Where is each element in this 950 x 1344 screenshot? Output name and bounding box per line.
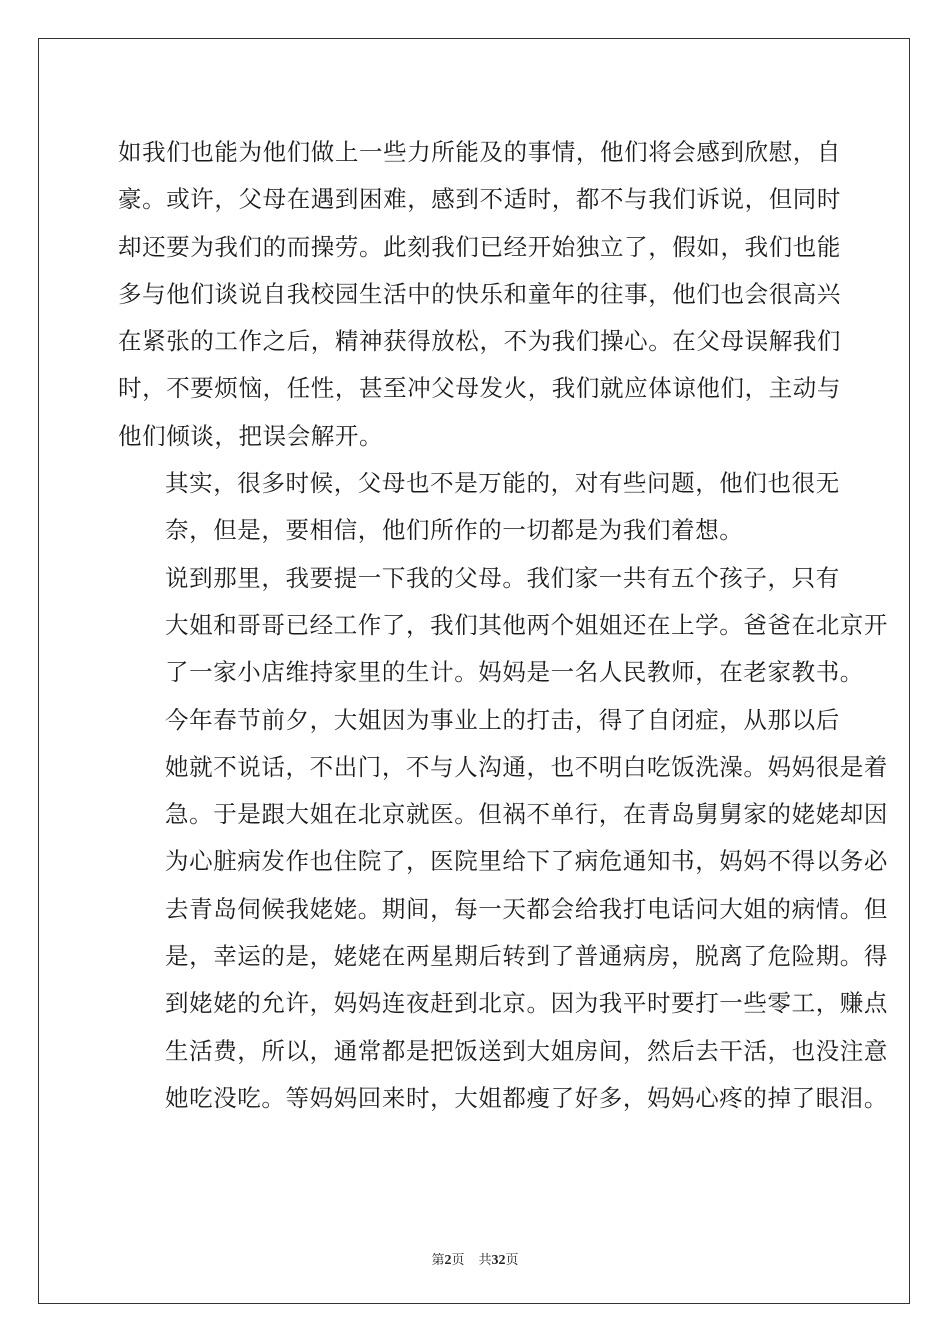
- text-line: 奈，但是，要相信，他们所作的一切都是为我们着想。: [165, 516, 744, 545]
- text-line: 到姥姥的允许，妈妈连夜赶到北京。因为我平时要打一些零工，赚点: [165, 989, 888, 1018]
- page-footer: [0, 1249, 950, 1269]
- text-line: 在紧张的工作之后，精神获得放松，不为我们操心。在父母误解我们: [118, 327, 841, 356]
- document-body: [118, 129, 888, 1122]
- text-line: 她吃没吃。等妈妈回来时，大姐都瘦了好多，妈妈心疼的掉了眼泪。: [165, 1083, 888, 1112]
- text-line: 为心脏病发作也住院了，医院里给下了病危通知书，妈妈不得以务必: [165, 847, 888, 876]
- paragraph: [118, 697, 888, 1123]
- text-line: 他们倾谈，把误会解开。: [118, 421, 384, 450]
- text-line: 豪。或许，父母在遇到困难，感到不适时，都不与我们诉说，但同时: [118, 185, 841, 214]
- text-line: 大姐和哥哥已经工作了，我们其他两个姐姐还在上学。爸爸在北京开: [165, 610, 888, 639]
- text-line: 说到那里，我要提一下我的父母。我们家一共有五个孩子，只有: [165, 563, 840, 592]
- text-line: 时，不要烦恼，任性，甚至冲父母发火，我们就应体谅他们，主动与: [118, 374, 841, 403]
- text-line: 今年春节前夕，大姐因为事业上的打击，得了自闭症，从那以后: [165, 705, 840, 734]
- paragraph: [118, 129, 841, 460]
- text-line: 如我们也能为他们做上一些力所能及的事情，他们将会感到欣慰，自: [118, 138, 841, 166]
- text-line: 去青岛伺候我姥姥。期间，每一天都会给我打电话问大姐的病情。但: [165, 894, 888, 923]
- footer-page-current: 2: [444, 1253, 452, 1268]
- paragraph: [118, 555, 888, 697]
- footer-page-total: 32: [491, 1253, 506, 1268]
- text-line: 她就不说话，不出门，不与人沟通，也不明白吃饭洗澡。妈妈很是着: [165, 752, 888, 781]
- footer-page-suffix: 页: [451, 1253, 465, 1268]
- text-line: 生活费，所以，通常都是把饭送到大姐房间，然后去干活，也没注意: [165, 1036, 888, 1065]
- text-line: 是，幸运的是，姥姥在两星期后转到了普通病房，脱离了危险期。得: [165, 942, 888, 971]
- footer-total-suffix: 页: [505, 1253, 519, 1268]
- text-line: 多与他们谈说自我校园生活中的快乐和童年的往事，他们也会很高兴: [118, 279, 841, 308]
- text-line: 其实，很多时候，父母也不是万能的，对有些问题，他们也很无: [165, 469, 840, 498]
- text-line: 急。于是跟大姐在北京就医。但祸不单行，在青岛舅舅家的姥姥却因: [165, 800, 888, 829]
- text-line: 却还要为我们的而操劳。此刻我们已经开始独立了，假如，我们也能: [118, 232, 841, 261]
- footer-page-prefix: 第: [431, 1253, 445, 1268]
- text-line: 了一家小店维持家里的生计。妈妈是一名人民教师，在老家教书。: [165, 658, 864, 687]
- footer-total-prefix: 共: [478, 1253, 492, 1268]
- paragraph: [118, 460, 840, 555]
